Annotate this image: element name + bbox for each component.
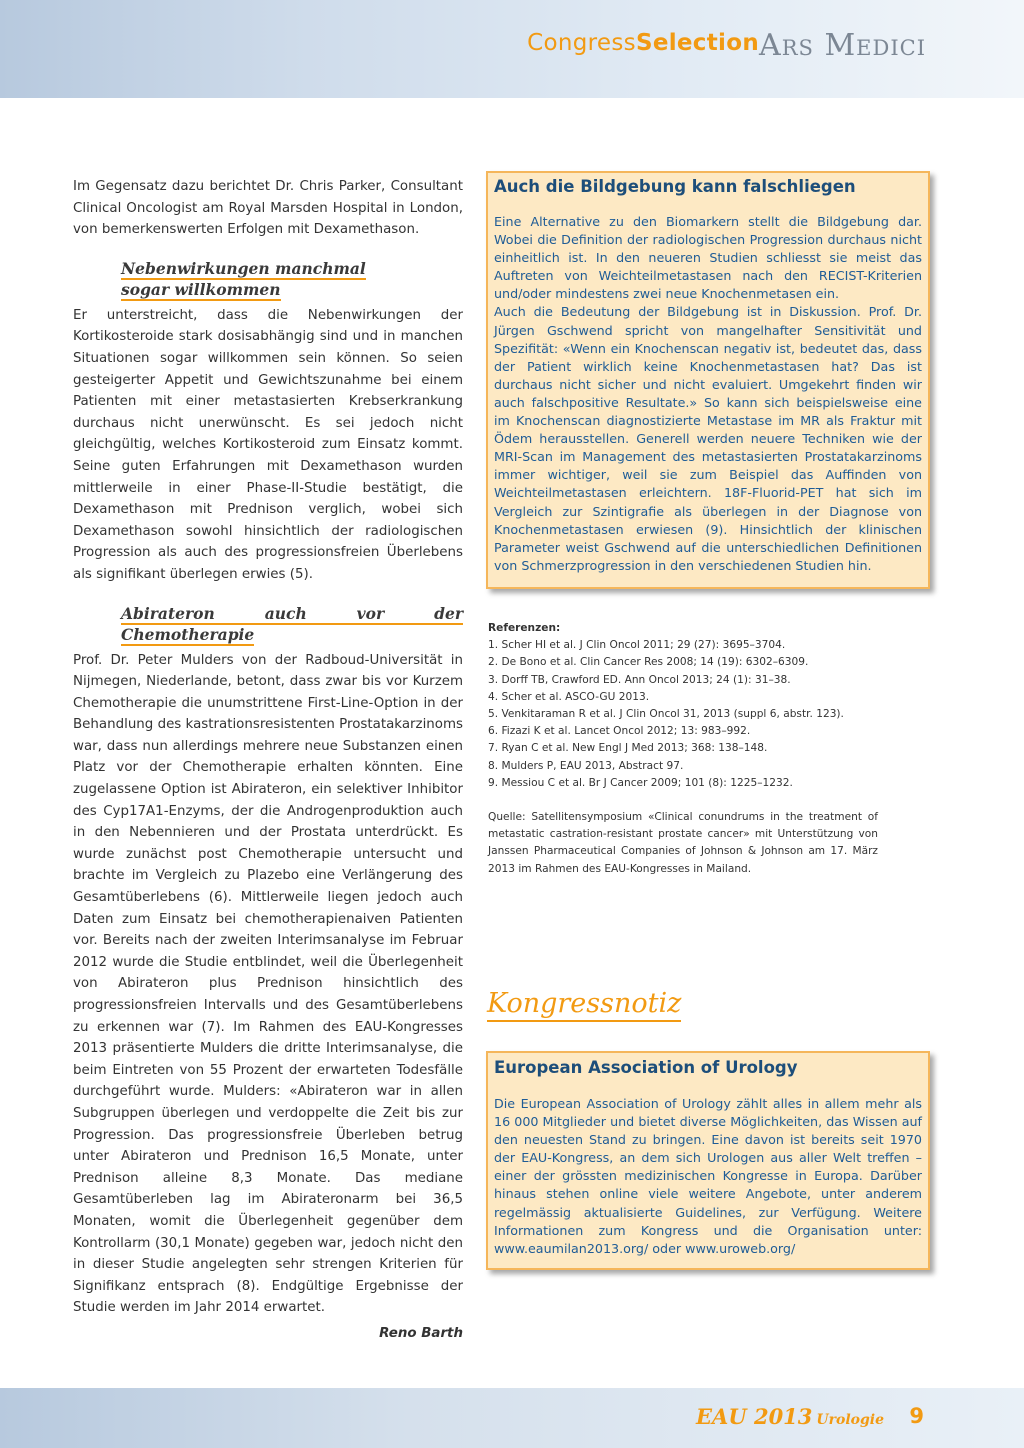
footer-journal-title: [696, 1404, 884, 1429]
abirateron-paragraph: Prof. Dr. Peter Mulders von der Radboud-Universität in Nijmegen, Niederlande, betont, dass zwar bis vor Kurzem Chemotherapie die unumstrittene First-Line-Option in der Behandlung des kastrationsresistenten Prostatakarzinoms war, dass nun allerdings mehrere neue Substanzen einen Platz vor der Chemotherapie erhalten könnten. Eine zugelassene Option ist Abirateron, ein selektiver Inhibitor des Cyp17A1-Enzyms, der die Androgenproduktion auch in den Nebennieren und der Prostata unterdrückt. Es wurde zunächst post Chemotherapie untersucht und brachte im Vergleich zu Plazebo eine Verlängerung des Gesamtüberlebens (6). Mittlerweile liegen jedoch auch Daten zum Einsatz bei chemotherapienaiven Patienten vor. Bereits nach der zweiten Interimsanalyse im Februar 2012 wurde die Studie entblindet, weil die Überlegenheit von Abirateron plus Prednison hinsichtlich des progressionsfreien Intervalls und des Gesamtüberlebens zu erkennen war (7). Im Rahmen des EAU-Kongresses 2013 präsentierte Mulders die dritte Interimsanalyse, die beim Eintreten von 55 Prozent der erwarteten Todesfälle durchgeführt wurde. Mulders: «Abirateron war in allen Subgruppen überlegen und verdoppelte die Zeit bis zur Progression. Das progressionsfreie Überleben betrug unter Abirateron und Prednison 16,5 Monate, unter Prednison alleine 8,3 Monate. Das mediane Gesamtüberleben lag im Abirateronarm bei 36,5 Monaten, womit die Überlegenheit gegenüber dem Kontrollarm (30,1 Monate) gegeben war, jedoch nicht den in dieser Studie angelegten sehr strengen Kriterien für Signifikanz entsprach (8). Endgültige Ergebnisse der Studie werden im Jahr 2014 erwartet.: [73, 652, 463, 1316]
kongressnotiz-heading-text: Kongressnotiz: [487, 988, 681, 1022]
reference-item: 3. Dorff TB, Crawford ED. Ann Oncol 2013; 24 (1): 31–38.: [488, 673, 791, 686]
kongressnotiz-heading: [487, 988, 681, 1019]
page-number: 9: [909, 1404, 924, 1428]
section-heading-side-effects: [121, 258, 463, 300]
reference-item: 5. Venkitaraman R et al. J Clin Oncol 31, 2013 (suppl 6, abstr. 123).: [488, 708, 844, 721]
intro-paragraph: Im Gegensatz dazu berichtet Dr. Chris Parker, Consultant Clinical Oncologist am Royal Marsden Hospital in London, von bemerkenswerten Erfolgen mit Dexamethason.: [73, 179, 463, 238]
main-article-column: [73, 176, 463, 1345]
eau-box-title: European Association of Urology: [494, 1058, 798, 1077]
source-note: Quelle: Satellitensymposium «Clinical conundrums in the treatment of metastatic castration-resistant prostate cancer» mit Unterstützung von Janssen Pharmaceutical Companies of Johnson & Johnson am 17. März 2013 im Rahmen des EAU-Kongresses in Mailand.: [488, 811, 878, 875]
reference-item: 4. Scher et al. ASCO-GU 2013.: [488, 690, 650, 703]
references-section: [488, 620, 878, 888]
reference-item: 6. Fizazi K et al. Lancet Oncol 2012; 13: 983–992.: [488, 725, 751, 738]
imaging-box-body: [494, 213, 922, 575]
reference-item: 1. Scher HI et al. J Clin Oncol 2011; 29 (27): 3695–3704.: [488, 639, 786, 652]
reference-item: 8. Mulders P, EAU 2013, Abstract 97.: [488, 759, 684, 772]
reference-item: 2. De Bono et al. Clin Cancer Res 2008; 14 (19): 6302–6309.: [488, 656, 809, 669]
eau-info-box: [486, 1051, 930, 1270]
references-list: [488, 637, 878, 792]
journal-name: EAU 2013: [696, 1404, 813, 1429]
heading-line-1: Nebenwirkungen manchmal: [121, 258, 366, 278]
journal-subtitle: Urologie: [816, 1412, 884, 1428]
heading-line-2: sogar willkommen: [121, 279, 281, 299]
ars-medici-logo: Ars Medici: [759, 28, 926, 63]
section-heading-abirateron: [121, 603, 463, 645]
brand-bold-text: Selection: [635, 30, 759, 56]
author-name: Reno Barth: [379, 1325, 463, 1341]
references-title: Referenzen:: [488, 622, 561, 634]
side-effects-paragraph: Er unterstreicht, dass die Nebenwirkungen der Kortikosteroide stark dosisabhängig sind und in manchen Situationen sogar willkommen sein können. So seien gesteigerter Appetit und Gewichtszunahme bei einem Patienten mit einer metastasierten Krebserkrankung durchaus nicht unerwünscht. Es sei jedoch nicht gleichgültig, welches Kortikosteroid zum Einsatz kommt. Seine guten Erfahrungen mit Dexamethason wurden mittlerweile in einer Phase-II-Studie bestätigt, die Dexamethason mit Prednison verglich, wobei sich Dexamethason sowohl hinsichtlich der radiologischen Progression als auch des progressionsfreien Überlebens als signifikant überlegen erwies (5).: [73, 307, 463, 582]
eau-box-body: [494, 1095, 922, 1258]
imaging-box-paragraph-1: Eine Alternative zu den Biomarkern stellt die Bildgebung dar. Wobei die Definition der radiologischen Progression durchaus nicht einheitlich ist. In den neueren Studien schliesst sie meist das Auftreten von Weichteilmetastasen nach den RECIST-Kriterien und/oder mindestens zwei neue Knochenmetasen ein.: [494, 214, 922, 302]
imaging-box-title: Auch die Bildgebung kann falschliegen: [494, 177, 856, 196]
brand-light-text: Congress: [527, 30, 636, 56]
heading-text: Abirateron auch vor der Chemotherapie: [121, 603, 463, 644]
congress-selection-logo: [527, 30, 759, 56]
imaging-box-paragraph-2: Auch die Bedeutung der Bildgebung ist in Diskussion. Prof. Dr. Jürgen Gschwend spricht von mangelhafter Sensitivität und Spezifität: «Wenn ein Knochenscan negativ ist, bedeutet das, dass der Patient wirklich keine Knochenmetastasen hat? Das ist durchaus nicht sicher und nicht evaluiert. Umgekehrt finden wir auch falschpositive Resultate.» So kann sich beispielsweise eine im Knochenscan diagnostizierte Metastase im MR als Fraktur mit Ödem herausstellen. Generell werden neuere Techniken wie der MRI-Scan im Management des metastasierten Prostatakarzinoms immer wichtiger, weil sie zum Beispiel das Auffinden von Weichteilmetastasen erleichtern. 18F-Fluorid-PET hat sich im Vergleich zur Szintigrafie als überlegen in der Diagnose von Knochenmetastasen erwiesen (9). Hinsichtlich der klinischen Parameter weist Gschwend auf die unterschiedlichen Definitionen von Schmerzprogression in den verschiedenen Studien hin.: [494, 304, 922, 573]
reference-item: 7. Ryan C et al. New Engl J Med 2013; 368: 138–148.: [488, 742, 768, 755]
eau-box-paragraph: Die European Association of Urology zählt alles in allem mehr als 16 000 Mitglieder und bietet diverse Möglichkeiten, das Wissen auf den neuesten Stand zu bringen. Eine davon ist bereits seit 1970 der EAU-Kongress, an dem sich Urologen aus aller Welt treffen – einer der grössten medizinischen Kongresse in Europa. Darüber hinaus stehen online viele weitere Angebote, unter anderem regelmässig aktualisierte Guidelines, zur Verfügung. Weitere Informationen zum Kongress und die Organisation unter: www.eaumilan2013.org/ oder www.uroweb.org/: [494, 1096, 922, 1256]
reference-item: 9. Messiou C et al. Br J Cancer 2009; 101 (8): 1225–1232.: [488, 776, 793, 789]
imaging-info-box: [486, 171, 930, 589]
